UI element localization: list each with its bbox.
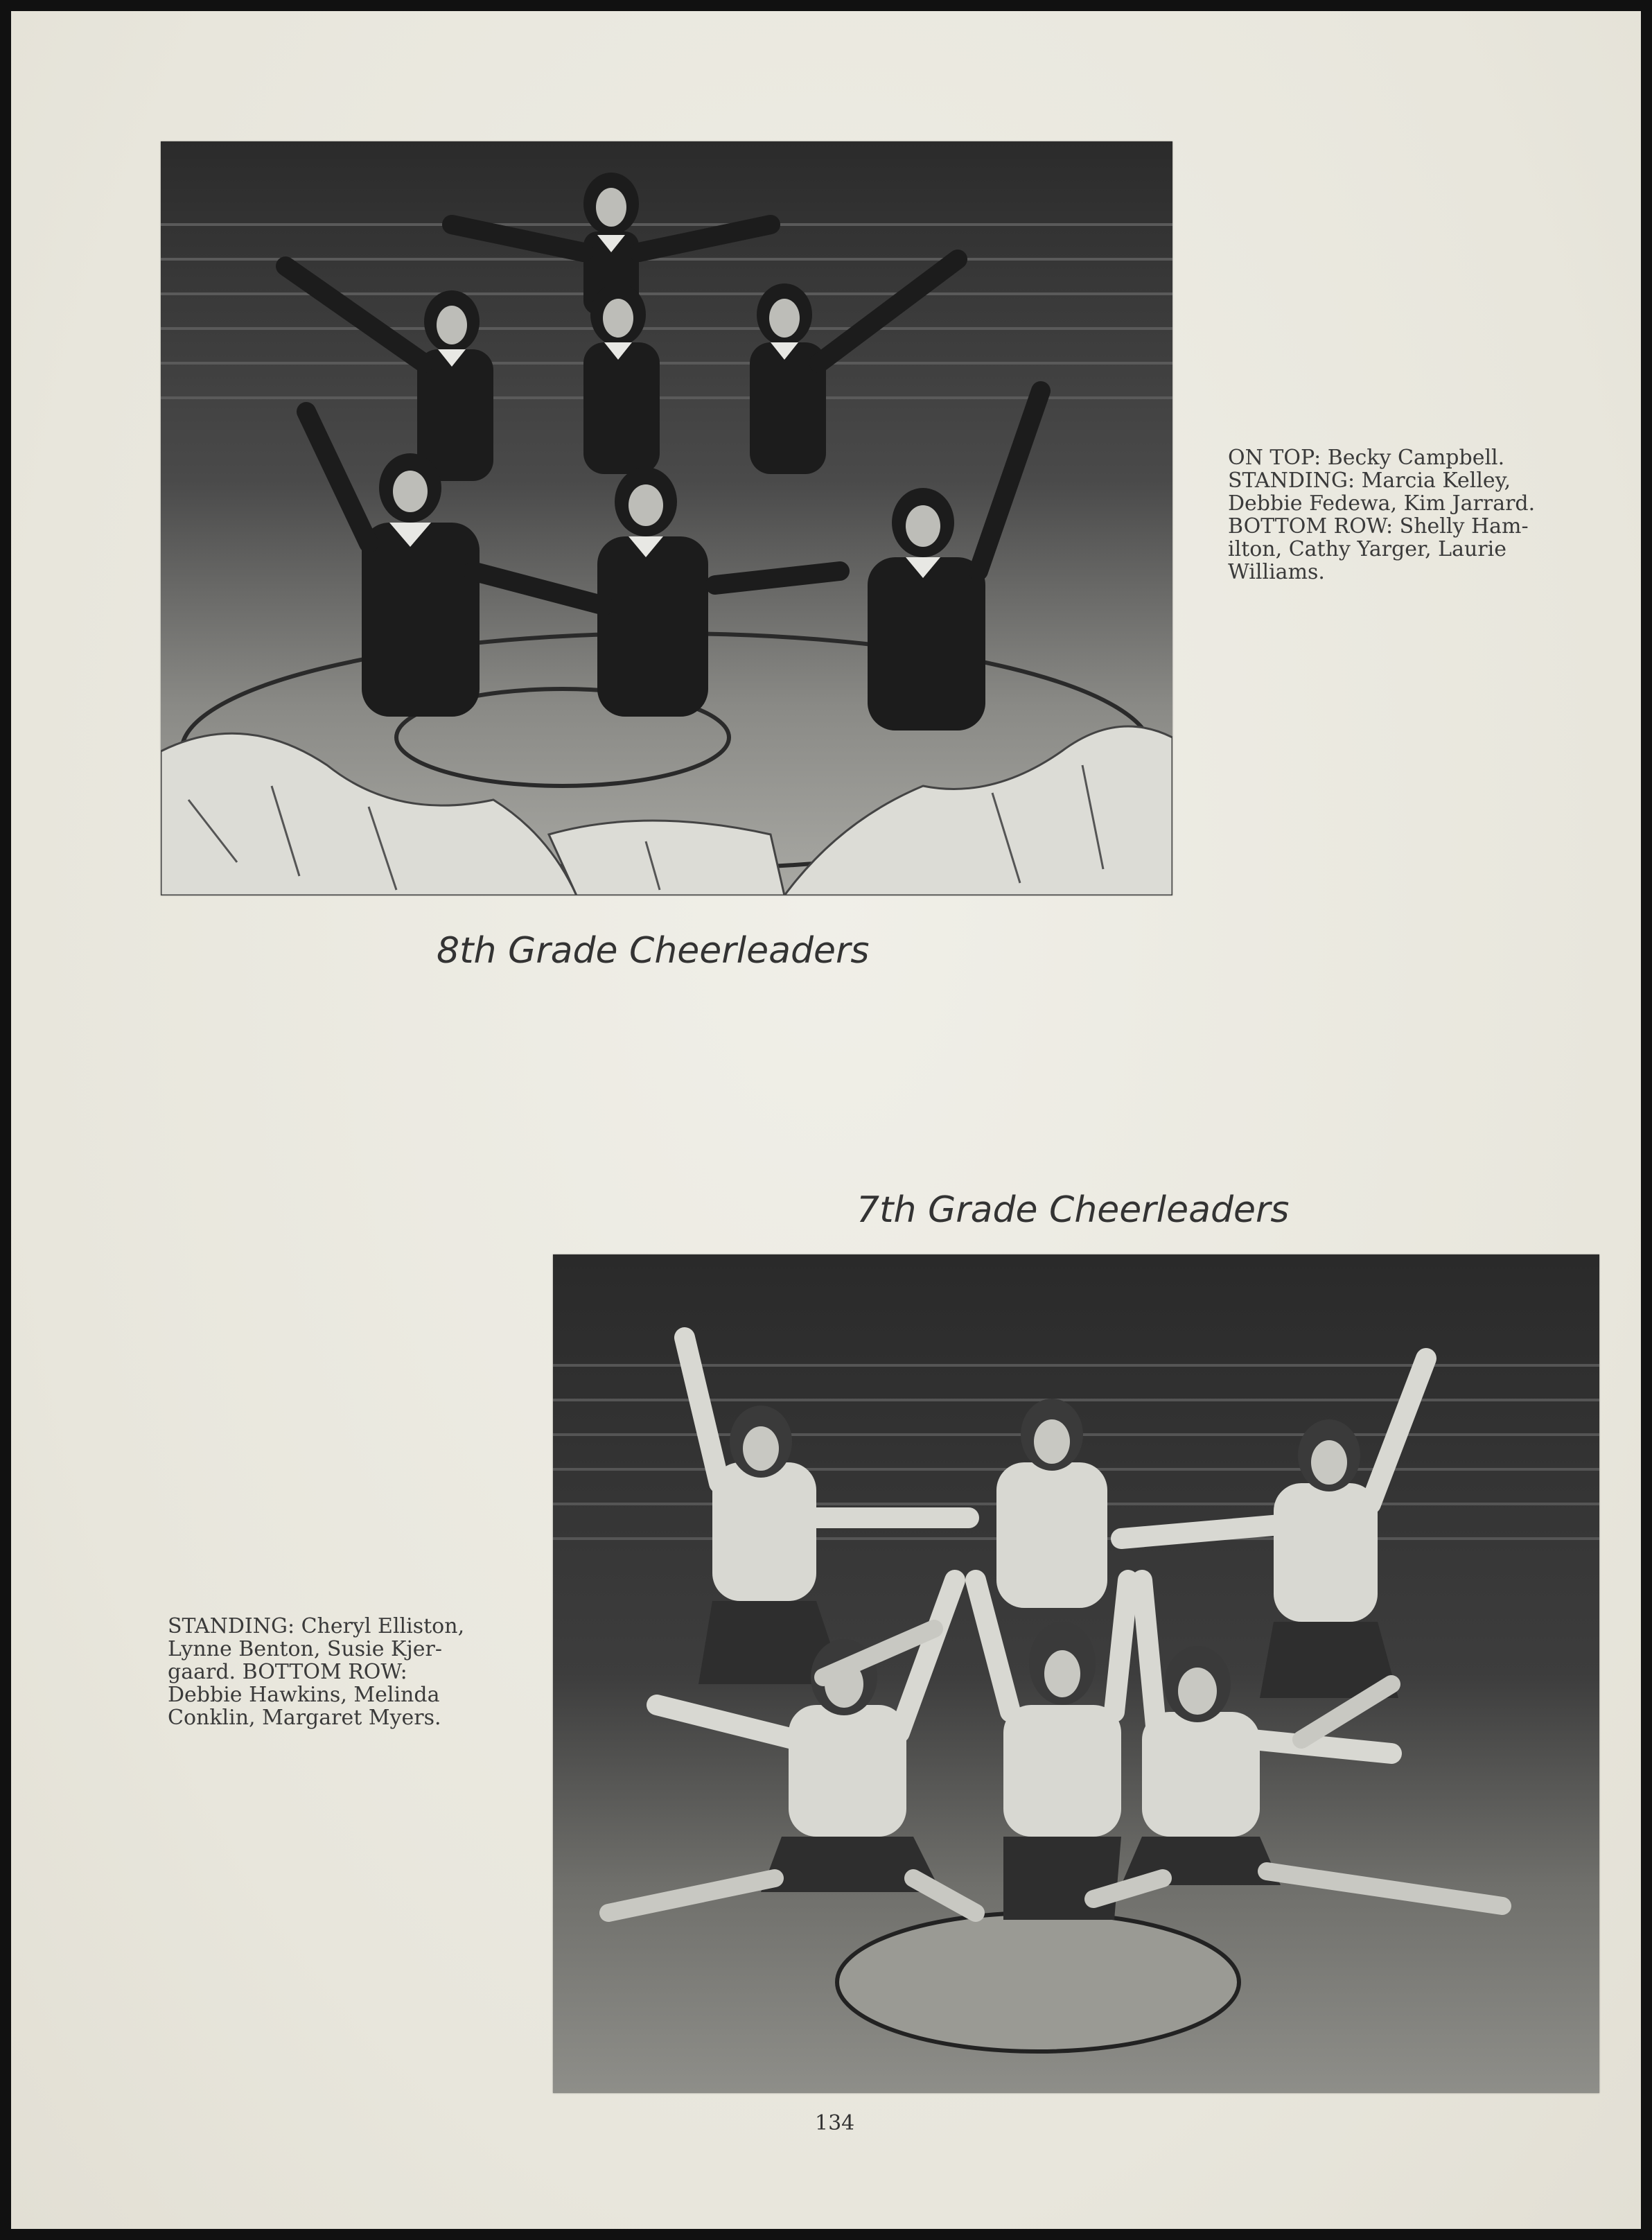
seventh-grade-photo bbox=[553, 1254, 1599, 2093]
seventh-grade-caption: STANDING: Cheryl Elliston, Lynne Benton, Susie Kjer- gaard. BOTTOM ROW: Debbie Hawkins, Melinda Conklin, Margaret Myers. bbox=[168, 1614, 465, 1730]
eighth-grade-heading: 8th Grade Cheerleaders bbox=[437, 930, 870, 972]
yearbook-page bbox=[11, 11, 1641, 2229]
cheerleader-pyramid-photo-icon bbox=[161, 141, 1172, 895]
eighth-grade-photo bbox=[161, 141, 1172, 895]
eighth-grade-caption: ON TOP: Becky Campbell. STANDING: Marcia Kelley, Debbie Fedewa, Kim Jarrard. BOTTOM ROW: Shelly Ham- ilton, Cathy Yarger, Laurie Williams. bbox=[1228, 446, 1536, 584]
seventh-grade-heading: 7th Grade Cheerleaders bbox=[856, 1189, 1290, 1231]
cheerleader-group-photo-icon bbox=[553, 1254, 1599, 2093]
page-number: 134 bbox=[815, 2111, 855, 2135]
